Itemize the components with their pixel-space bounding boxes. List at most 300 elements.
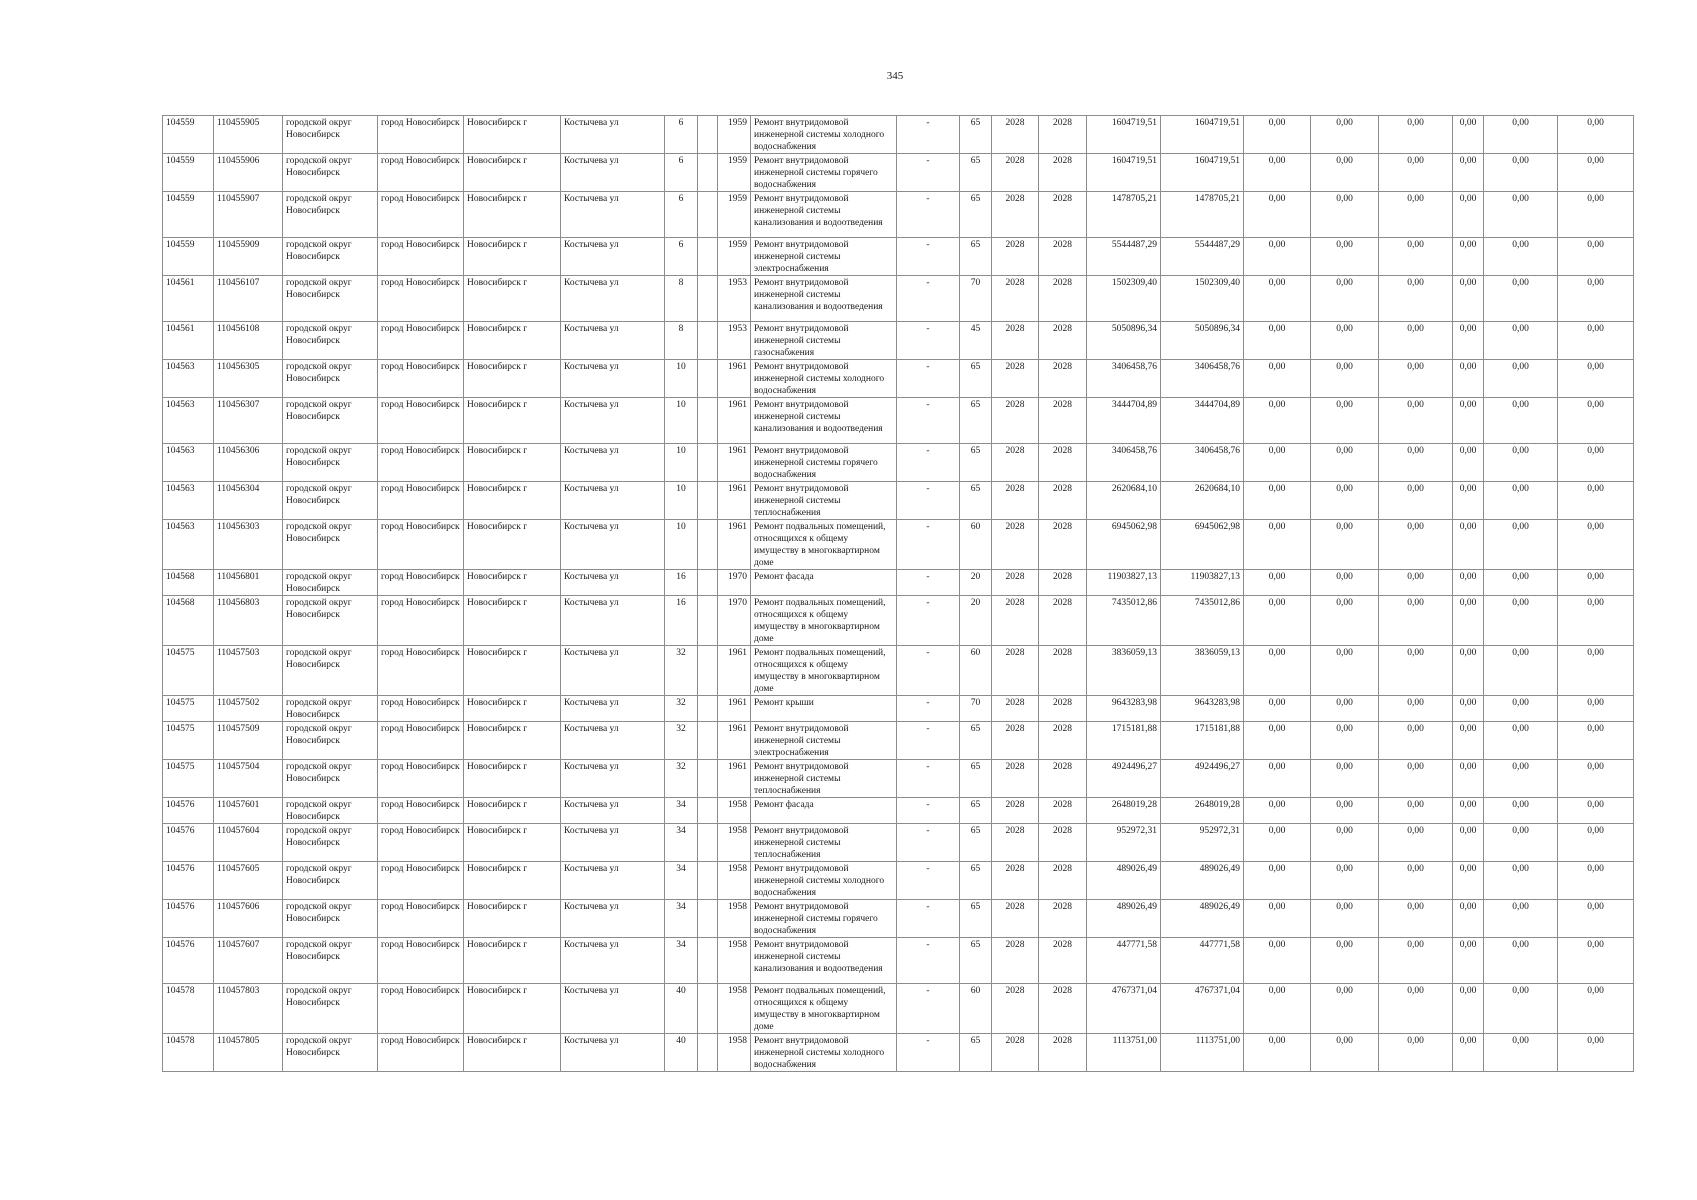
cell-settlement: город Новосибирск: [378, 116, 464, 154]
cell-build-year: 1959: [718, 192, 751, 238]
cell-house-number: 10: [665, 444, 698, 482]
cell-cost-regional: 0,00: [1311, 154, 1379, 192]
cell-unit: -: [897, 322, 960, 360]
cell-work-id: 110455905: [214, 116, 283, 154]
cell-building: [698, 984, 718, 1034]
cell-locality: Новосибирск г: [464, 444, 561, 482]
cell-work-type: Ремонт внутридомовой инженерной системы холодного водоснабжения: [751, 360, 897, 398]
cell-wear-percent: 60: [960, 520, 992, 570]
cell-unit: -: [897, 938, 960, 984]
cell-cost-total: 3406458,76: [1087, 360, 1161, 398]
cell-cost-remainder: 0,00: [1558, 798, 1634, 824]
cell-settlement: город Новосибирск: [378, 1034, 464, 1072]
cell-building: [698, 596, 718, 646]
cell-cost-local: 0,00: [1379, 862, 1453, 900]
cell-work-type: Ремонт внутридомовой инженерной системы канализования и водоотведения: [751, 276, 897, 322]
table-row: [163, 938, 1634, 984]
cell-wear-percent: 65: [960, 192, 992, 238]
cell-plan-year-end: 2028: [1039, 482, 1087, 520]
cell-work-type: Ремонт внутридомовой инженерной системы горячего водоснабжения: [751, 900, 897, 938]
cell-street: Костычева ул: [561, 798, 665, 824]
cell-street: Костычева ул: [561, 360, 665, 398]
cell-cost-remainder: 0,00: [1558, 398, 1634, 444]
cell-municipal-district: городской округ Новосибирск: [283, 984, 378, 1034]
cell-plan-year-end: 2028: [1039, 322, 1087, 360]
cell-municipal-district: городской округ Новосибирск: [283, 900, 378, 938]
cell-work-type: Ремонт внутридомовой инженерной системы теплоснабжения: [751, 760, 897, 798]
cell-cost-local: 0,00: [1379, 900, 1453, 938]
cell-work-type: Ремонт внутридомовой инженерной системы канализования и водоотведения: [751, 192, 897, 238]
cell-settlement: город Новосибирск: [378, 824, 464, 862]
cell-work-type: Ремонт внутридомовой инженерной системы холодного водоснабжения: [751, 862, 897, 900]
cell-wear-percent: 65: [960, 154, 992, 192]
cell-plan-year-end: 2028: [1039, 938, 1087, 984]
cell-plan-year-start: 2028: [992, 322, 1039, 360]
cell-cost-other: 0,00: [1484, 760, 1558, 798]
cell-house-number: 16: [665, 596, 698, 646]
cell-municipal-district: городской округ Новосибирск: [283, 398, 378, 444]
cell-house-id: 104575: [163, 696, 214, 722]
cell-cost-owners: 0,00: [1453, 398, 1484, 444]
cell-wear-percent: 65: [960, 798, 992, 824]
cell-wear-percent: 65: [960, 900, 992, 938]
cell-house-number: 32: [665, 722, 698, 760]
cell-street: Костычева ул: [561, 862, 665, 900]
cell-locality: Новосибирск г: [464, 154, 561, 192]
cell-wear-percent: 65: [960, 238, 992, 276]
cell-cost-regional: 0,00: [1311, 570, 1379, 596]
cell-cost-fund: 3406458,76: [1161, 360, 1244, 398]
cell-cost-fund: 5544487,29: [1161, 238, 1244, 276]
cell-cost-owners: 0,00: [1453, 798, 1484, 824]
cell-cost-other: 0,00: [1484, 520, 1558, 570]
cell-cost-local: 0,00: [1379, 520, 1453, 570]
cell-cost-owners: 0,00: [1453, 444, 1484, 482]
cell-cost-federal: 0,00: [1244, 722, 1311, 760]
cell-work-id: 110457503: [214, 646, 283, 696]
cell-settlement: город Новосибирск: [378, 520, 464, 570]
cell-cost-owners: 0,00: [1453, 596, 1484, 646]
cell-cost-federal: 0,00: [1244, 444, 1311, 482]
cell-build-year: 1970: [718, 570, 751, 596]
cell-plan-year-end: 2028: [1039, 900, 1087, 938]
cell-house-number: 34: [665, 900, 698, 938]
cell-plan-year-end: 2028: [1039, 798, 1087, 824]
cell-build-year: 1959: [718, 116, 751, 154]
cell-unit: -: [897, 444, 960, 482]
cell-settlement: город Новосибирск: [378, 398, 464, 444]
cell-locality: Новосибирск г: [464, 596, 561, 646]
cell-house-number: 10: [665, 482, 698, 520]
cell-municipal-district: городской округ Новосибирск: [283, 360, 378, 398]
table-row: [163, 276, 1634, 322]
cell-cost-federal: 0,00: [1244, 322, 1311, 360]
page-number: 345: [886, 70, 904, 82]
cell-municipal-district: городской округ Новосибирск: [283, 444, 378, 482]
cell-plan-year-start: 2028: [992, 192, 1039, 238]
cell-plan-year-end: 2028: [1039, 360, 1087, 398]
cell-build-year: 1961: [718, 482, 751, 520]
cell-cost-federal: 0,00: [1244, 570, 1311, 596]
cell-cost-owners: 0,00: [1453, 1034, 1484, 1072]
cell-settlement: город Новосибирск: [378, 722, 464, 760]
cell-build-year: 1958: [718, 862, 751, 900]
cell-cost-other: 0,00: [1484, 722, 1558, 760]
cell-work-type: Ремонт фасада: [751, 570, 897, 596]
cell-house-id: 104575: [163, 646, 214, 696]
cell-street: Костычева ул: [561, 192, 665, 238]
cell-cost-other: 0,00: [1484, 482, 1558, 520]
cell-street: Костычева ул: [561, 596, 665, 646]
cell-street: Костычева ул: [561, 322, 665, 360]
cell-locality: Новосибирск г: [464, 520, 561, 570]
cell-unit: -: [897, 646, 960, 696]
cell-work-id: 110456306: [214, 444, 283, 482]
cell-work-type: Ремонт внутридомовой инженерной системы электроснабжения: [751, 238, 897, 276]
table-row: [163, 322, 1634, 360]
cell-build-year: 1958: [718, 900, 751, 938]
cell-municipal-district: городской округ Новосибирск: [283, 1034, 378, 1072]
cell-settlement: город Новосибирск: [378, 322, 464, 360]
cell-cost-fund: 5050896,34: [1161, 322, 1244, 360]
cell-build-year: 1961: [718, 760, 751, 798]
cell-cost-local: 0,00: [1379, 722, 1453, 760]
cell-wear-percent: 20: [960, 570, 992, 596]
cell-street: Костычева ул: [561, 444, 665, 482]
cell-street: Костычева ул: [561, 116, 665, 154]
cell-cost-fund: 952972,31: [1161, 824, 1244, 862]
cell-cost-total: 3406458,76: [1087, 444, 1161, 482]
table-row: [163, 1034, 1634, 1072]
cell-plan-year-end: 2028: [1039, 646, 1087, 696]
cell-house-id: 104568: [163, 570, 214, 596]
cell-cost-other: 0,00: [1484, 444, 1558, 482]
cell-cost-fund: 3406458,76: [1161, 444, 1244, 482]
cell-house-id: 104561: [163, 322, 214, 360]
cell-cost-remainder: 0,00: [1558, 192, 1634, 238]
cell-unit: -: [897, 116, 960, 154]
cell-cost-federal: 0,00: [1244, 938, 1311, 984]
cell-cost-other: 0,00: [1484, 570, 1558, 596]
cell-settlement: город Новосибирск: [378, 862, 464, 900]
cell-build-year: 1958: [718, 1034, 751, 1072]
cell-locality: Новосибирск г: [464, 116, 561, 154]
cell-cost-regional: 0,00: [1311, 520, 1379, 570]
cell-work-id: 110457607: [214, 938, 283, 984]
cell-cost-total: 1604719,51: [1087, 116, 1161, 154]
cell-building: [698, 646, 718, 696]
cell-cost-local: 0,00: [1379, 238, 1453, 276]
cell-house-id: 104559: [163, 238, 214, 276]
cell-build-year: 1953: [718, 322, 751, 360]
cell-house-number: 32: [665, 646, 698, 696]
cell-plan-year-end: 2028: [1039, 696, 1087, 722]
cell-municipal-district: городской округ Новосибирск: [283, 938, 378, 984]
cell-settlement: город Новосибирск: [378, 696, 464, 722]
table-row: [163, 398, 1634, 444]
cell-cost-other: 0,00: [1484, 696, 1558, 722]
cell-work-id: 110457504: [214, 760, 283, 798]
table-row: [163, 570, 1634, 596]
cell-cost-fund: 3836059,13: [1161, 646, 1244, 696]
cell-municipal-district: городской округ Новосибирск: [283, 798, 378, 824]
cell-build-year: 1959: [718, 154, 751, 192]
cell-house-number: 8: [665, 276, 698, 322]
cell-cost-local: 0,00: [1379, 276, 1453, 322]
cell-build-year: 1959: [718, 238, 751, 276]
cell-cost-fund: 1478705,21: [1161, 192, 1244, 238]
cell-cost-total: 4924496,27: [1087, 760, 1161, 798]
table-body: [163, 116, 1634, 1072]
cell-cost-fund: 4767371,04: [1161, 984, 1244, 1034]
cell-plan-year-start: 2028: [992, 154, 1039, 192]
cell-house-id: 104576: [163, 798, 214, 824]
cell-plan-year-end: 2028: [1039, 596, 1087, 646]
cell-wear-percent: 70: [960, 696, 992, 722]
cell-build-year: 1958: [718, 938, 751, 984]
cell-unit: -: [897, 900, 960, 938]
cell-plan-year-end: 2028: [1039, 824, 1087, 862]
cell-cost-other: 0,00: [1484, 646, 1558, 696]
cell-wear-percent: 65: [960, 360, 992, 398]
cell-house-id: 104575: [163, 722, 214, 760]
cell-cost-total: 7435012,86: [1087, 596, 1161, 646]
cell-house-id: 104576: [163, 938, 214, 984]
cell-house-number: 32: [665, 696, 698, 722]
cell-plan-year-start: 2028: [992, 760, 1039, 798]
cell-cost-remainder: 0,00: [1558, 482, 1634, 520]
cell-cost-other: 0,00: [1484, 798, 1558, 824]
cell-cost-remainder: 0,00: [1558, 520, 1634, 570]
cell-unit: -: [897, 154, 960, 192]
table-row: [163, 722, 1634, 760]
cell-house-number: 6: [665, 192, 698, 238]
cell-cost-remainder: 0,00: [1558, 646, 1634, 696]
cell-locality: Новосибирск г: [464, 862, 561, 900]
cell-cost-other: 0,00: [1484, 984, 1558, 1034]
cell-house-number: 34: [665, 862, 698, 900]
cell-cost-other: 0,00: [1484, 192, 1558, 238]
cell-cost-total: 489026,49: [1087, 900, 1161, 938]
cell-work-id: 110456107: [214, 276, 283, 322]
cell-municipal-district: городской округ Новосибирск: [283, 482, 378, 520]
cell-cost-local: 0,00: [1379, 1034, 1453, 1072]
cell-cost-federal: 0,00: [1244, 798, 1311, 824]
cell-cost-remainder: 0,00: [1558, 1034, 1634, 1072]
cell-building: [698, 398, 718, 444]
cell-cost-fund: 447771,58: [1161, 938, 1244, 984]
cell-cost-regional: 0,00: [1311, 760, 1379, 798]
cell-house-id: 104578: [163, 1034, 214, 1072]
cell-work-id: 110456801: [214, 570, 283, 596]
cell-municipal-district: городской округ Новосибирск: [283, 596, 378, 646]
cell-cost-local: 0,00: [1379, 760, 1453, 798]
cell-settlement: город Новосибирск: [378, 900, 464, 938]
cell-cost-remainder: 0,00: [1558, 900, 1634, 938]
cell-cost-total: 9643283,98: [1087, 696, 1161, 722]
cell-plan-year-start: 2028: [992, 1034, 1039, 1072]
cell-plan-year-start: 2028: [992, 798, 1039, 824]
table-row: [163, 238, 1634, 276]
cell-cost-local: 0,00: [1379, 192, 1453, 238]
cell-cost-owners: 0,00: [1453, 824, 1484, 862]
table-row: [163, 760, 1634, 798]
cell-street: Костычева ул: [561, 570, 665, 596]
cell-cost-federal: 0,00: [1244, 520, 1311, 570]
cell-cost-remainder: 0,00: [1558, 154, 1634, 192]
cell-cost-owners: 0,00: [1453, 722, 1484, 760]
cell-plan-year-end: 2028: [1039, 192, 1087, 238]
cell-building: [698, 276, 718, 322]
cell-cost-fund: 9643283,98: [1161, 696, 1244, 722]
table-row: [163, 116, 1634, 154]
cell-municipal-district: городской округ Новосибирск: [283, 696, 378, 722]
cell-work-id: 110457601: [214, 798, 283, 824]
cell-house-number: 10: [665, 520, 698, 570]
cell-cost-local: 0,00: [1379, 798, 1453, 824]
cell-cost-regional: 0,00: [1311, 482, 1379, 520]
cell-plan-year-start: 2028: [992, 722, 1039, 760]
cell-plan-year-start: 2028: [992, 862, 1039, 900]
table-row: [163, 520, 1634, 570]
cell-settlement: город Новосибирск: [378, 482, 464, 520]
cell-cost-total: 1478705,21: [1087, 192, 1161, 238]
cell-unit: -: [897, 398, 960, 444]
cell-work-type: Ремонт внутридомовой инженерной системы канализования и водоотведения: [751, 398, 897, 444]
cell-cost-other: 0,00: [1484, 238, 1558, 276]
cell-cost-regional: 0,00: [1311, 238, 1379, 276]
cell-cost-regional: 0,00: [1311, 798, 1379, 824]
cell-cost-regional: 0,00: [1311, 722, 1379, 760]
cell-house-number: 34: [665, 824, 698, 862]
cell-work-id: 110457606: [214, 900, 283, 938]
cell-building: [698, 238, 718, 276]
cell-house-number: 10: [665, 398, 698, 444]
cell-cost-fund: 489026,49: [1161, 862, 1244, 900]
cell-house-id: 104563: [163, 360, 214, 398]
cell-cost-local: 0,00: [1379, 154, 1453, 192]
table-row: [163, 360, 1634, 398]
cell-work-type: Ремонт внутридомовой инженерной системы теплоснабжения: [751, 482, 897, 520]
cell-build-year: 1953: [718, 276, 751, 322]
cell-house-id: 104576: [163, 824, 214, 862]
cell-municipal-district: городской округ Новосибирск: [283, 760, 378, 798]
cell-cost-local: 0,00: [1379, 938, 1453, 984]
cell-work-id: 110457605: [214, 862, 283, 900]
cell-locality: Новосибирск г: [464, 570, 561, 596]
cell-locality: Новосибирск г: [464, 360, 561, 398]
cell-cost-owners: 0,00: [1453, 482, 1484, 520]
cell-cost-local: 0,00: [1379, 398, 1453, 444]
cell-plan-year-start: 2028: [992, 900, 1039, 938]
cell-wear-percent: 65: [960, 444, 992, 482]
cell-cost-other: 0,00: [1484, 596, 1558, 646]
cell-work-type: Ремонт внутридомовой инженерной системы холодного водоснабжения: [751, 1034, 897, 1072]
cell-building: [698, 570, 718, 596]
cell-cost-fund: 2620684,10: [1161, 482, 1244, 520]
cell-building: [698, 116, 718, 154]
cell-wear-percent: 65: [960, 398, 992, 444]
cell-street: Костычева ул: [561, 938, 665, 984]
cell-cost-remainder: 0,00: [1558, 444, 1634, 482]
cell-build-year: 1961: [718, 444, 751, 482]
capital-repair-table: [162, 115, 1634, 1072]
cell-cost-remainder: 0,00: [1558, 570, 1634, 596]
cell-locality: Новосибирск г: [464, 482, 561, 520]
cell-building: [698, 444, 718, 482]
cell-wear-percent: 65: [960, 482, 992, 520]
cell-building: [698, 1034, 718, 1072]
cell-plan-year-start: 2028: [992, 696, 1039, 722]
cell-wear-percent: 65: [960, 824, 992, 862]
cell-cost-federal: 0,00: [1244, 1034, 1311, 1072]
cell-cost-other: 0,00: [1484, 862, 1558, 900]
cell-cost-regional: 0,00: [1311, 360, 1379, 398]
cell-cost-total: 4767371,04: [1087, 984, 1161, 1034]
cell-street: Костычева ул: [561, 900, 665, 938]
table-row: [163, 192, 1634, 238]
cell-cost-other: 0,00: [1484, 322, 1558, 360]
cell-unit: -: [897, 192, 960, 238]
cell-house-number: 34: [665, 798, 698, 824]
cell-cost-owners: 0,00: [1453, 760, 1484, 798]
cell-house-number: 40: [665, 1034, 698, 1072]
cell-cost-federal: 0,00: [1244, 984, 1311, 1034]
cell-street: Костычева ул: [561, 722, 665, 760]
cell-build-year: 1961: [718, 722, 751, 760]
cell-cost-fund: 1604719,51: [1161, 154, 1244, 192]
cell-cost-regional: 0,00: [1311, 984, 1379, 1034]
table-row: [163, 862, 1634, 900]
cell-locality: Новосибирск г: [464, 398, 561, 444]
table-row: [163, 984, 1634, 1034]
cell-unit: -: [897, 520, 960, 570]
cell-cost-remainder: 0,00: [1558, 696, 1634, 722]
cell-build-year: 1961: [718, 520, 751, 570]
cell-wear-percent: 65: [960, 862, 992, 900]
cell-cost-fund: 11903827,13: [1161, 570, 1244, 596]
cell-work-id: 110455909: [214, 238, 283, 276]
cell-cost-fund: 6945062,98: [1161, 520, 1244, 570]
cell-settlement: город Новосибирск: [378, 154, 464, 192]
cell-house-id: 104563: [163, 444, 214, 482]
table-row: [163, 596, 1634, 646]
cell-cost-total: 6945062,98: [1087, 520, 1161, 570]
cell-locality: Новосибирск г: [464, 192, 561, 238]
cell-work-id: 110455906: [214, 154, 283, 192]
cell-cost-total: 2620684,10: [1087, 482, 1161, 520]
cell-house-id: 104563: [163, 520, 214, 570]
cell-municipal-district: городской округ Новосибирск: [283, 276, 378, 322]
cell-plan-year-end: 2028: [1039, 570, 1087, 596]
cell-cost-total: 2648019,28: [1087, 798, 1161, 824]
cell-municipal-district: городской округ Новосибирск: [283, 862, 378, 900]
cell-cost-local: 0,00: [1379, 482, 1453, 520]
cell-house-number: 16: [665, 570, 698, 596]
cell-house-id: 104563: [163, 482, 214, 520]
cell-cost-remainder: 0,00: [1558, 722, 1634, 760]
cell-street: Костычева ул: [561, 520, 665, 570]
cell-cost-remainder: 0,00: [1558, 360, 1634, 398]
cell-cost-regional: 0,00: [1311, 696, 1379, 722]
cell-locality: Новосибирск г: [464, 938, 561, 984]
cell-plan-year-end: 2028: [1039, 520, 1087, 570]
cell-cost-federal: 0,00: [1244, 276, 1311, 322]
table-row: [163, 900, 1634, 938]
cell-building: [698, 760, 718, 798]
cell-work-id: 110455907: [214, 192, 283, 238]
cell-building: [698, 322, 718, 360]
